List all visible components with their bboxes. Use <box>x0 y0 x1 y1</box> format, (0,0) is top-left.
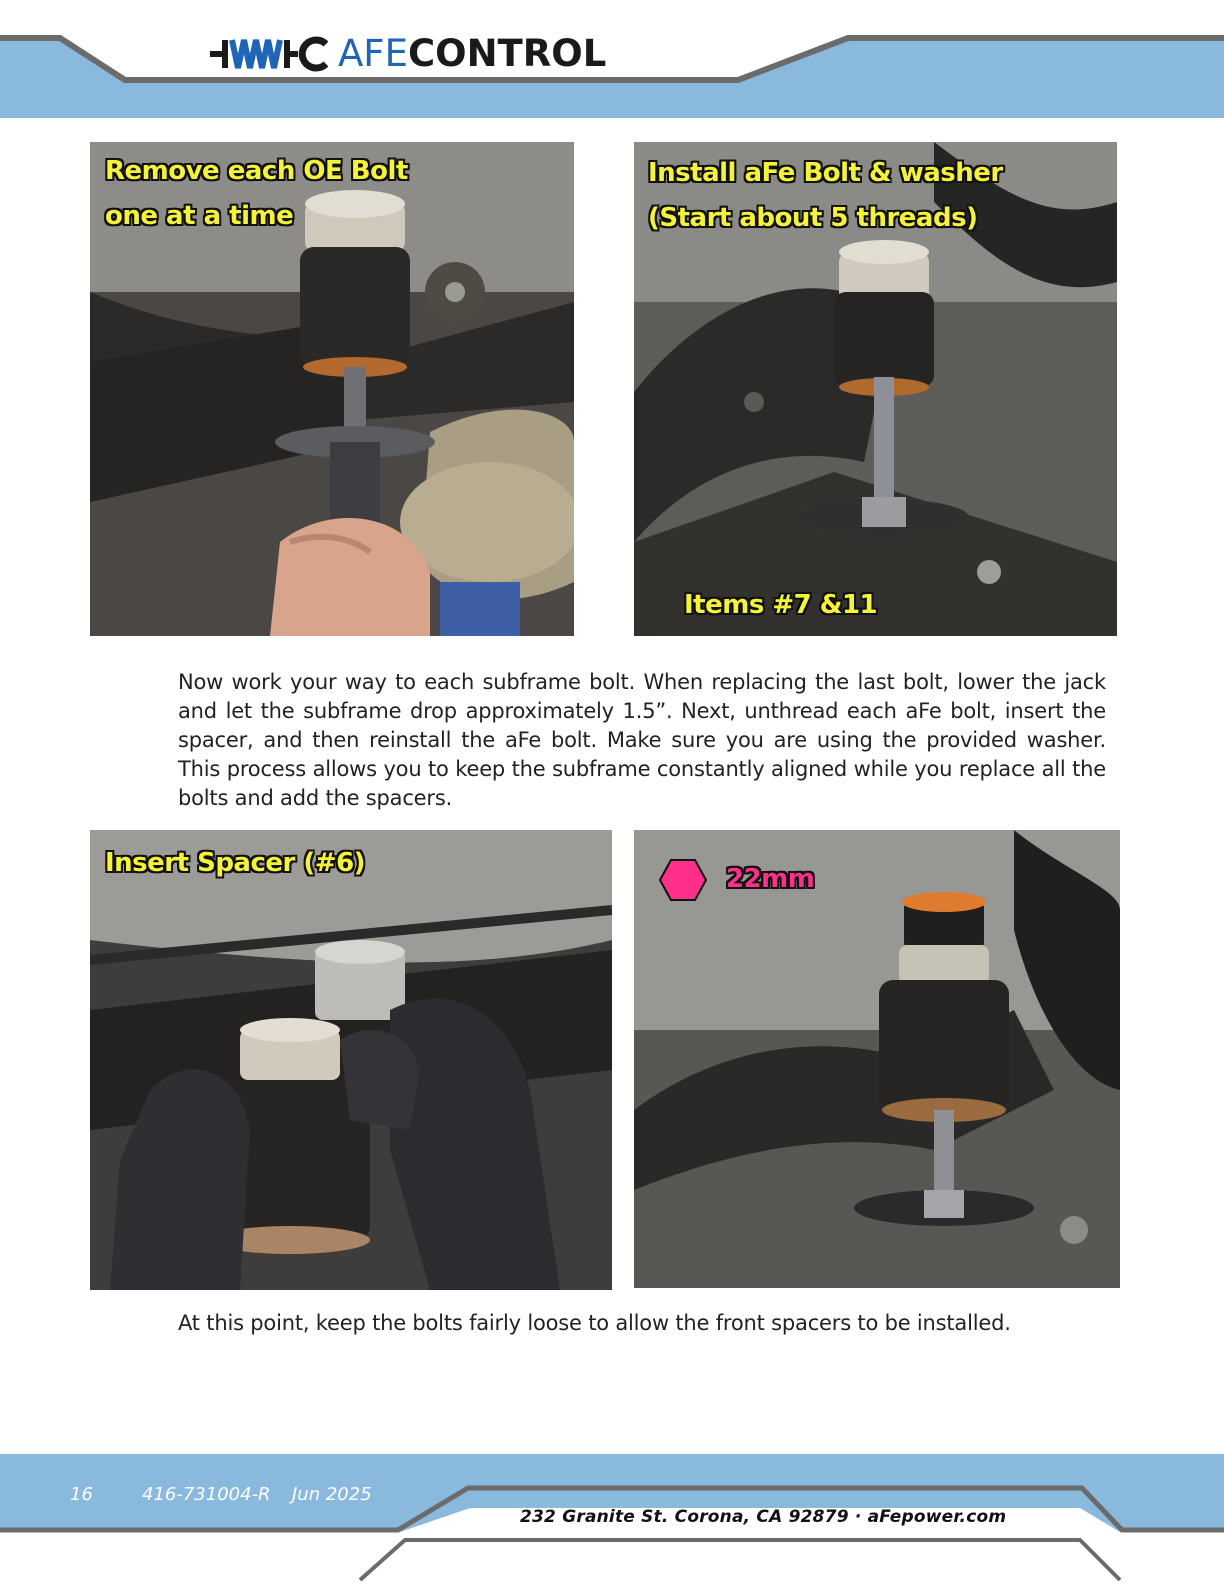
logo-prefix: AFE <box>338 32 408 75</box>
instruction-paragraph: Now work your way to each subframe bolt. When replacing the last bolt, lower the jack and let the subframe drop approximately 1.5”. Next, unthread each aFe bolt, insert the spacer, and then reinstall the aFe bolt. Make sure you are using the provided washer. This process allows you to keep the subframe constantly aligned while you replace all the bolts and add the spacers. <box>178 670 1106 810</box>
document-number: 416-731004-R <box>142 1484 271 1505</box>
photo-caption: (Start about 5 threads) <box>648 203 978 233</box>
photo-remove-oe-bolt <box>90 142 574 636</box>
photo-22mm-tighten <box>634 830 1120 1288</box>
photo-insert-spacer <box>90 830 612 1290</box>
logo-suffix: CONTROL <box>407 32 607 75</box>
logo-wordmark <box>338 34 606 74</box>
photo-caption: one at a time <box>105 201 294 231</box>
company-address: 232 Granite St. Corona, CA 92879 · aFepower.com <box>520 1507 1007 1527</box>
photo-caption: Insert Spacer (#6) <box>105 848 366 878</box>
photo-caption: Remove each OE Bolt <box>105 156 408 186</box>
photo-caption: Items #7 &11 <box>684 590 878 620</box>
photo-insert-spacer-image <box>90 830 612 1290</box>
page-number: 16 <box>70 1484 93 1505</box>
hex-socket-icon <box>658 858 708 902</box>
instruction-note: At this point, keep the bolts fairly loose to allow the front spacers to be installed. <box>178 1311 1011 1335</box>
document-date: Jun 2025 <box>292 1484 372 1505</box>
photo-install-afe-bolt <box>634 142 1117 636</box>
afe-control-logo <box>210 34 606 74</box>
logo-mark-icon <box>210 34 328 74</box>
photo-caption: Install aFe Bolt & washer <box>648 158 1003 188</box>
header-band <box>0 0 1224 118</box>
photo-caption: 22mm <box>726 864 815 894</box>
